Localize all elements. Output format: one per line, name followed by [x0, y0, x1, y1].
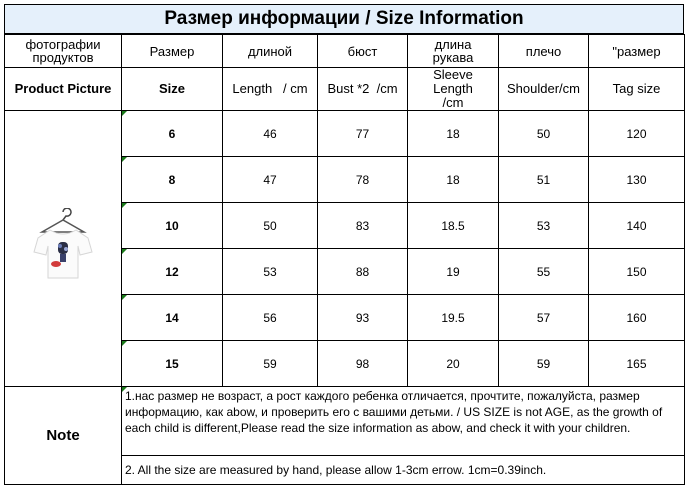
header-ru-sleeve: длина рукава	[408, 35, 499, 68]
note-text-2: 2. All the size are measured by hand, please allow 1-3cm errow. 1cm=0.39inch.	[122, 456, 685, 485]
tag-cell: 160	[589, 295, 685, 341]
header-ru-tag: "размер	[589, 35, 685, 68]
shoulder-cell: 51	[499, 157, 589, 203]
sleeve-cell: 19.5	[408, 295, 499, 341]
header-ru-length: длиной	[223, 35, 318, 68]
header-row-english	[5, 68, 685, 111]
green-corner-marker	[122, 203, 127, 208]
length-cell: 47	[223, 157, 318, 203]
table-row	[5, 111, 685, 157]
size-table	[4, 34, 684, 475]
bust-cell: 78	[318, 157, 408, 203]
note-label: Note	[5, 387, 122, 485]
header-en-shoulder: Shoulder/cm	[499, 68, 589, 111]
white-tshirt-on-hanger-icon	[28, 208, 98, 286]
size-value: 8	[168, 172, 176, 187]
green-corner-marker	[122, 387, 127, 392]
length-cell: 56	[223, 295, 318, 341]
size-info-table	[4, 34, 685, 485]
size-value: 10	[165, 218, 179, 233]
header-en-size: Size	[122, 68, 223, 111]
header-row-russian	[5, 35, 685, 68]
length-cell: 53	[223, 249, 318, 295]
title-text: Размер информации / Size Information	[164, 8, 524, 29]
bust-cell: 88	[318, 249, 408, 295]
green-corner-marker	[122, 111, 127, 116]
header-ru-bust: бюст	[318, 35, 408, 68]
header-ru-picture: фотографии продуктов	[5, 35, 122, 68]
header-ru-size: Размер	[122, 35, 223, 68]
size-value: 15	[165, 356, 179, 371]
green-corner-marker	[122, 341, 127, 346]
header-en-tag: Tag size	[589, 68, 685, 111]
shoulder-cell: 59	[499, 341, 589, 387]
size-value: 6	[168, 126, 176, 141]
header-en-length: Length / cm	[223, 68, 318, 111]
bust-cell: 93	[318, 295, 408, 341]
tag-cell: 140	[589, 203, 685, 249]
shoulder-cell: 50	[499, 111, 589, 157]
sleeve-cell: 18	[408, 111, 499, 157]
sleeve-cell: 18	[408, 157, 499, 203]
green-corner-marker	[122, 295, 127, 300]
header-en-sleeve: Sleeve Length /cm	[408, 68, 499, 111]
sleeve-cell: 19	[408, 249, 499, 295]
sleeve-cell: 18.5	[408, 203, 499, 249]
tag-cell: 165	[589, 341, 685, 387]
shoulder-cell: 55	[499, 249, 589, 295]
size-cell	[122, 341, 223, 387]
tag-cell: 130	[589, 157, 685, 203]
tag-cell: 120	[589, 111, 685, 157]
note-row	[5, 387, 685, 456]
shoulder-cell: 53	[499, 203, 589, 249]
sleeve-cell: 20	[408, 341, 499, 387]
note-line-1: 1.нас размер не возраст, а рост каждого ребенка отличается, прочтите, пожалуйста, размер информацию, как abow, и проверить его с вашими детьми. / US SIZE is not AGE, as the growth of each child is different,Please read the size information as abow, and check it with your children.	[125, 389, 663, 435]
size-value: 14	[165, 310, 179, 325]
size-cell	[122, 249, 223, 295]
green-corner-marker	[122, 157, 127, 162]
size-cell	[122, 111, 223, 157]
size-value: 12	[165, 264, 179, 279]
bust-cell: 98	[318, 341, 408, 387]
header-en-bust: Bust *2 /cm	[318, 68, 408, 111]
size-cell	[122, 203, 223, 249]
tag-cell: 150	[589, 249, 685, 295]
length-cell: 46	[223, 111, 318, 157]
green-corner-marker	[122, 249, 127, 254]
page-title	[4, 4, 684, 34]
header-en-picture: Product Picture	[5, 68, 122, 111]
length-cell: 59	[223, 341, 318, 387]
shoulder-cell: 57	[499, 295, 589, 341]
product-picture-cell	[5, 111, 122, 387]
size-cell	[122, 157, 223, 203]
bust-cell: 77	[318, 111, 408, 157]
size-cell	[122, 295, 223, 341]
header-ru-shoulder: плечо	[499, 35, 589, 68]
note-text-1	[122, 387, 685, 456]
bust-cell: 83	[318, 203, 408, 249]
length-cell: 50	[223, 203, 318, 249]
